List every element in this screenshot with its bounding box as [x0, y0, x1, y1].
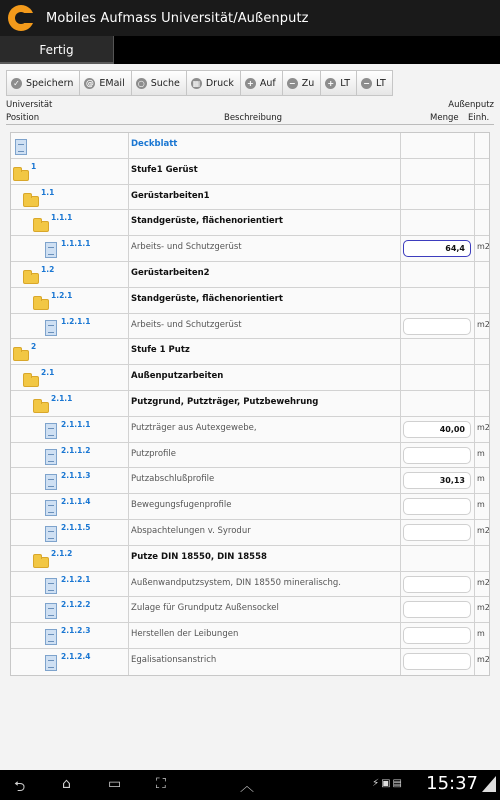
unit-cell — [475, 210, 491, 235]
position-cell — [11, 365, 129, 390]
table-row[interactable] — [11, 391, 489, 417]
position-cell — [11, 623, 129, 648]
position-number: 2.1.1.3 — [61, 471, 91, 481]
unit-cell: m2 — [477, 422, 490, 432]
description-cell: Außenputzarbeiten — [129, 365, 401, 390]
quantity-input[interactable] — [403, 524, 471, 541]
position-cell — [11, 262, 129, 287]
table-row[interactable] — [11, 597, 489, 623]
unit-cell — [475, 339, 491, 364]
toolbar — [6, 70, 393, 98]
position-cell — [11, 597, 129, 622]
table-row[interactable] — [11, 236, 489, 262]
folder-icon — [13, 170, 29, 181]
unit-cell — [475, 133, 491, 158]
toolbar-button-druck-3[interactable] — [187, 70, 241, 96]
quantity-cell — [401, 520, 475, 545]
col-position: Position — [6, 113, 40, 123]
search-icon: ○ — [136, 78, 147, 89]
table-row[interactable] — [11, 572, 489, 598]
quantity-cell — [401, 494, 475, 519]
quantity-input[interactable] — [403, 627, 471, 644]
position-cell — [11, 210, 129, 235]
project-header — [6, 100, 494, 112]
table-row[interactable] — [11, 417, 489, 443]
toolbar-button-label: LT — [376, 77, 386, 89]
position-cell — [11, 185, 129, 210]
toolbar-button-label: Auf — [259, 77, 276, 89]
description-cell: Arbeits- und Schutzgerüst — [129, 236, 401, 261]
unit-cell: m — [477, 500, 485, 510]
recent-apps-icon[interactable]: ▭ — [108, 776, 122, 792]
quantity-cell — [401, 546, 475, 571]
toolbar-button-auf-4[interactable] — [241, 70, 283, 96]
unit-cell — [475, 262, 491, 287]
unit-cell — [475, 546, 491, 571]
action-bar — [0, 36, 500, 64]
quantity-input[interactable] — [403, 447, 471, 464]
table-row[interactable] — [11, 623, 489, 649]
screenshot-icon[interactable]: ⛶ — [156, 776, 166, 792]
position-number: 2.1.2.3 — [61, 626, 91, 636]
document-icon — [45, 423, 57, 439]
plus-icon: + — [245, 78, 256, 89]
position-number: 2.1.2.1 — [61, 574, 91, 584]
fertig-indicator — [0, 62, 114, 64]
position-cell — [11, 468, 129, 493]
quantity-input[interactable] — [403, 576, 471, 593]
app-title: Mobiles Aufmass Universität/Außenputz — [46, 10, 309, 26]
unit-cell: m2 — [477, 603, 490, 613]
position-number: 1.2.1.1 — [61, 316, 91, 326]
status-icons: ⚡▣▤ — [372, 778, 404, 789]
toolbar-button-label: LT — [340, 77, 351, 89]
position-cell — [11, 314, 129, 339]
position-number: 2.1.1 — [51, 393, 73, 403]
position-number: 1.1.1 — [51, 213, 73, 223]
toolbar-button-suche-2[interactable] — [132, 70, 187, 96]
document-icon — [45, 629, 57, 645]
quantity-cell — [401, 210, 475, 235]
table-row[interactable] — [11, 133, 489, 159]
back-icon[interactable]: ⮌ — [14, 779, 26, 795]
position-number: 1.1 — [41, 187, 55, 197]
description-cell: Egalisationsanstrich — [129, 649, 401, 675]
description-cell: Außenwandputzsystem, DIN 18550 mineralischg. — [129, 572, 401, 597]
description-cell: Gerüstarbeiten2 — [129, 262, 401, 287]
document-icon — [45, 603, 57, 619]
table-row[interactable] — [11, 159, 489, 185]
quantity-input[interactable] — [403, 318, 471, 335]
quantity-cell — [401, 417, 475, 442]
table-row[interactable] — [11, 339, 489, 365]
position-cell — [11, 417, 129, 442]
description-cell: Putzabschlußprofile — [129, 468, 401, 493]
toolbar-button-lt-7[interactable] — [357, 70, 393, 96]
quantity-input[interactable] — [403, 498, 471, 515]
app-logo-icon — [8, 5, 34, 31]
position-cell — [11, 494, 129, 519]
unit-cell: m2 — [477, 242, 490, 252]
folder-icon — [33, 402, 49, 413]
quantity-cell — [401, 572, 475, 597]
position-cell — [11, 159, 129, 184]
plus-icon: + — [325, 78, 336, 89]
unit-cell: m2 — [477, 319, 490, 329]
position-cell — [11, 572, 129, 597]
status-time: 15:37 — [426, 773, 478, 794]
system-nav-bar — [0, 770, 500, 800]
unit-cell: m2 — [477, 654, 490, 664]
position-number: 2.1.2.4 — [61, 651, 91, 661]
description-cell: Putze DIN 18550, DIN 18558 — [129, 546, 401, 571]
unit-cell: m2 — [477, 525, 490, 535]
quantity-cell — [401, 339, 475, 364]
description-cell: Arbeits- und Schutzgerüst — [129, 314, 401, 339]
mail-icon: @ — [85, 78, 94, 88]
description-cell: Standgerüste, flächenorientiert — [129, 288, 401, 313]
folder-icon — [33, 557, 49, 568]
description-cell: Bewegungsfugenprofile — [129, 494, 401, 519]
document-icon — [45, 500, 57, 516]
document-icon — [45, 655, 57, 671]
table-row[interactable] — [11, 546, 489, 572]
table-row[interactable] — [11, 365, 489, 391]
document-icon — [15, 139, 27, 155]
description-cell: Zulage für Grundputz Außensockel — [129, 597, 401, 622]
check-icon: ✓ — [11, 78, 22, 89]
position-cell — [11, 339, 129, 364]
quantity-cell — [401, 314, 475, 339]
column-header — [6, 113, 494, 125]
signal-icon — [482, 776, 496, 792]
document-icon — [45, 242, 57, 258]
position-number: 2.1.1.2 — [61, 445, 91, 455]
unit-cell: m2 — [477, 577, 490, 587]
position-cell — [11, 236, 129, 261]
folder-icon — [23, 273, 39, 284]
quantity-cell — [401, 468, 475, 493]
document-icon — [45, 320, 57, 336]
project-name: Universität — [6, 100, 53, 110]
position-number: 2.1.2.2 — [61, 600, 91, 610]
minus-icon: − — [287, 78, 298, 89]
folder-icon — [13, 350, 29, 361]
quantity-cell — [401, 443, 475, 468]
position-number: 2.1.2 — [51, 548, 73, 558]
quantity-cell — [401, 185, 475, 210]
folder-icon — [33, 221, 49, 232]
position-cell — [11, 649, 129, 675]
toolbar-button-label: Druck — [205, 77, 234, 89]
quantity-cell — [401, 365, 475, 390]
table-row[interactable] — [11, 468, 489, 494]
unit-cell — [475, 288, 491, 313]
position-cell — [11, 546, 129, 571]
table-row[interactable] — [11, 262, 489, 288]
toolbar-button-lt-6[interactable] — [321, 70, 357, 96]
unit-cell — [475, 365, 491, 390]
description-cell[interactable]: Deckblatt — [129, 133, 401, 158]
position-number: 2.1.1.5 — [61, 522, 91, 532]
toolbar-button-email-1[interactable] — [80, 70, 131, 96]
position-number: 2 — [31, 342, 37, 352]
table-row[interactable] — [11, 314, 489, 340]
position-number: 2.1.1.4 — [61, 497, 91, 507]
quantity-cell — [401, 262, 475, 287]
position-number: 2.1 — [41, 368, 55, 378]
quantity-cell — [401, 597, 475, 622]
description-cell: Abspachtelungen v. Syrodur — [129, 520, 401, 545]
position-number: 2.1.1.1 — [61, 419, 91, 429]
table-row[interactable] — [11, 210, 489, 236]
quantity-cell — [401, 159, 475, 184]
description-cell: Stufe1 Gerüst — [129, 159, 401, 184]
position-cell — [11, 443, 129, 468]
quantity-input[interactable]: 30,13 — [403, 472, 471, 489]
unit-cell: m — [477, 474, 485, 484]
folder-icon — [33, 299, 49, 310]
unit-cell: m — [477, 448, 485, 458]
document-icon — [45, 526, 57, 542]
description-cell: Stufe 1 Putz — [129, 339, 401, 364]
quantity-cell — [401, 649, 475, 675]
description-cell: Putzträger aus Autexgewebe, — [129, 417, 401, 442]
description-cell: Herstellen der Leibungen — [129, 623, 401, 648]
folder-icon — [23, 196, 39, 207]
title-bar — [0, 0, 500, 36]
description-cell: Putzgrund, Putzträger, Putzbewehrung — [129, 391, 401, 416]
toolbar-button-speichern-0[interactable] — [6, 70, 80, 96]
description-cell: Standgerüste, flächenorientiert — [129, 210, 401, 235]
description-cell: Gerüstarbeiten1 — [129, 185, 401, 210]
up-icon[interactable]: ︿ — [240, 779, 254, 795]
table-row[interactable] — [11, 649, 489, 675]
position-number: 1.2.1 — [51, 290, 73, 300]
quantity-cell — [401, 288, 475, 313]
document-icon — [45, 578, 57, 594]
table-row[interactable] — [11, 288, 489, 314]
table-row[interactable] — [11, 443, 489, 469]
quantity-cell — [401, 133, 475, 158]
position-cell — [11, 288, 129, 313]
col-menge: Menge — [430, 113, 459, 123]
section-name: Außenputz — [448, 100, 494, 110]
position-table — [10, 132, 490, 676]
table-row[interactable] — [11, 185, 489, 211]
table-row[interactable] — [11, 520, 489, 546]
toolbar-button-zu-5[interactable] — [283, 70, 322, 96]
position-cell — [11, 133, 129, 158]
quantity-input[interactable]: 40,00 — [403, 421, 471, 438]
quantity-input[interactable]: 64,4 — [403, 240, 471, 257]
unit-cell: m — [477, 629, 485, 639]
col-beschreibung: Beschreibung — [224, 113, 283, 123]
quantity-input[interactable] — [403, 653, 471, 670]
print-icon: ▦ — [192, 78, 201, 88]
document-icon — [45, 449, 57, 465]
toolbar-button-label: EMail — [99, 77, 125, 89]
folder-icon — [23, 376, 39, 387]
unit-cell — [475, 159, 491, 184]
position-cell — [11, 520, 129, 545]
position-number: 1 — [31, 161, 37, 171]
position-number: 1.1.1.1 — [61, 239, 91, 249]
minus-icon: − — [361, 78, 372, 89]
quantity-input[interactable] — [403, 601, 471, 618]
unit-cell — [475, 391, 491, 416]
toolbar-button-label: Zu — [301, 77, 315, 89]
quantity-cell — [401, 623, 475, 648]
home-icon[interactable]: ⌂ — [62, 776, 71, 792]
fertig-button[interactable]: Fertig — [0, 36, 114, 64]
quantity-cell — [401, 236, 475, 261]
position-cell — [11, 391, 129, 416]
table-row[interactable] — [11, 494, 489, 520]
toolbar-button-label: Speichern — [26, 77, 74, 89]
unit-cell — [475, 185, 491, 210]
toolbar-button-label: Suche — [150, 77, 180, 89]
description-cell: Putzprofile — [129, 443, 401, 468]
position-number: 1.2 — [41, 264, 55, 274]
document-icon — [45, 474, 57, 490]
quantity-cell — [401, 391, 475, 416]
col-einh: Einh. — [468, 113, 490, 123]
